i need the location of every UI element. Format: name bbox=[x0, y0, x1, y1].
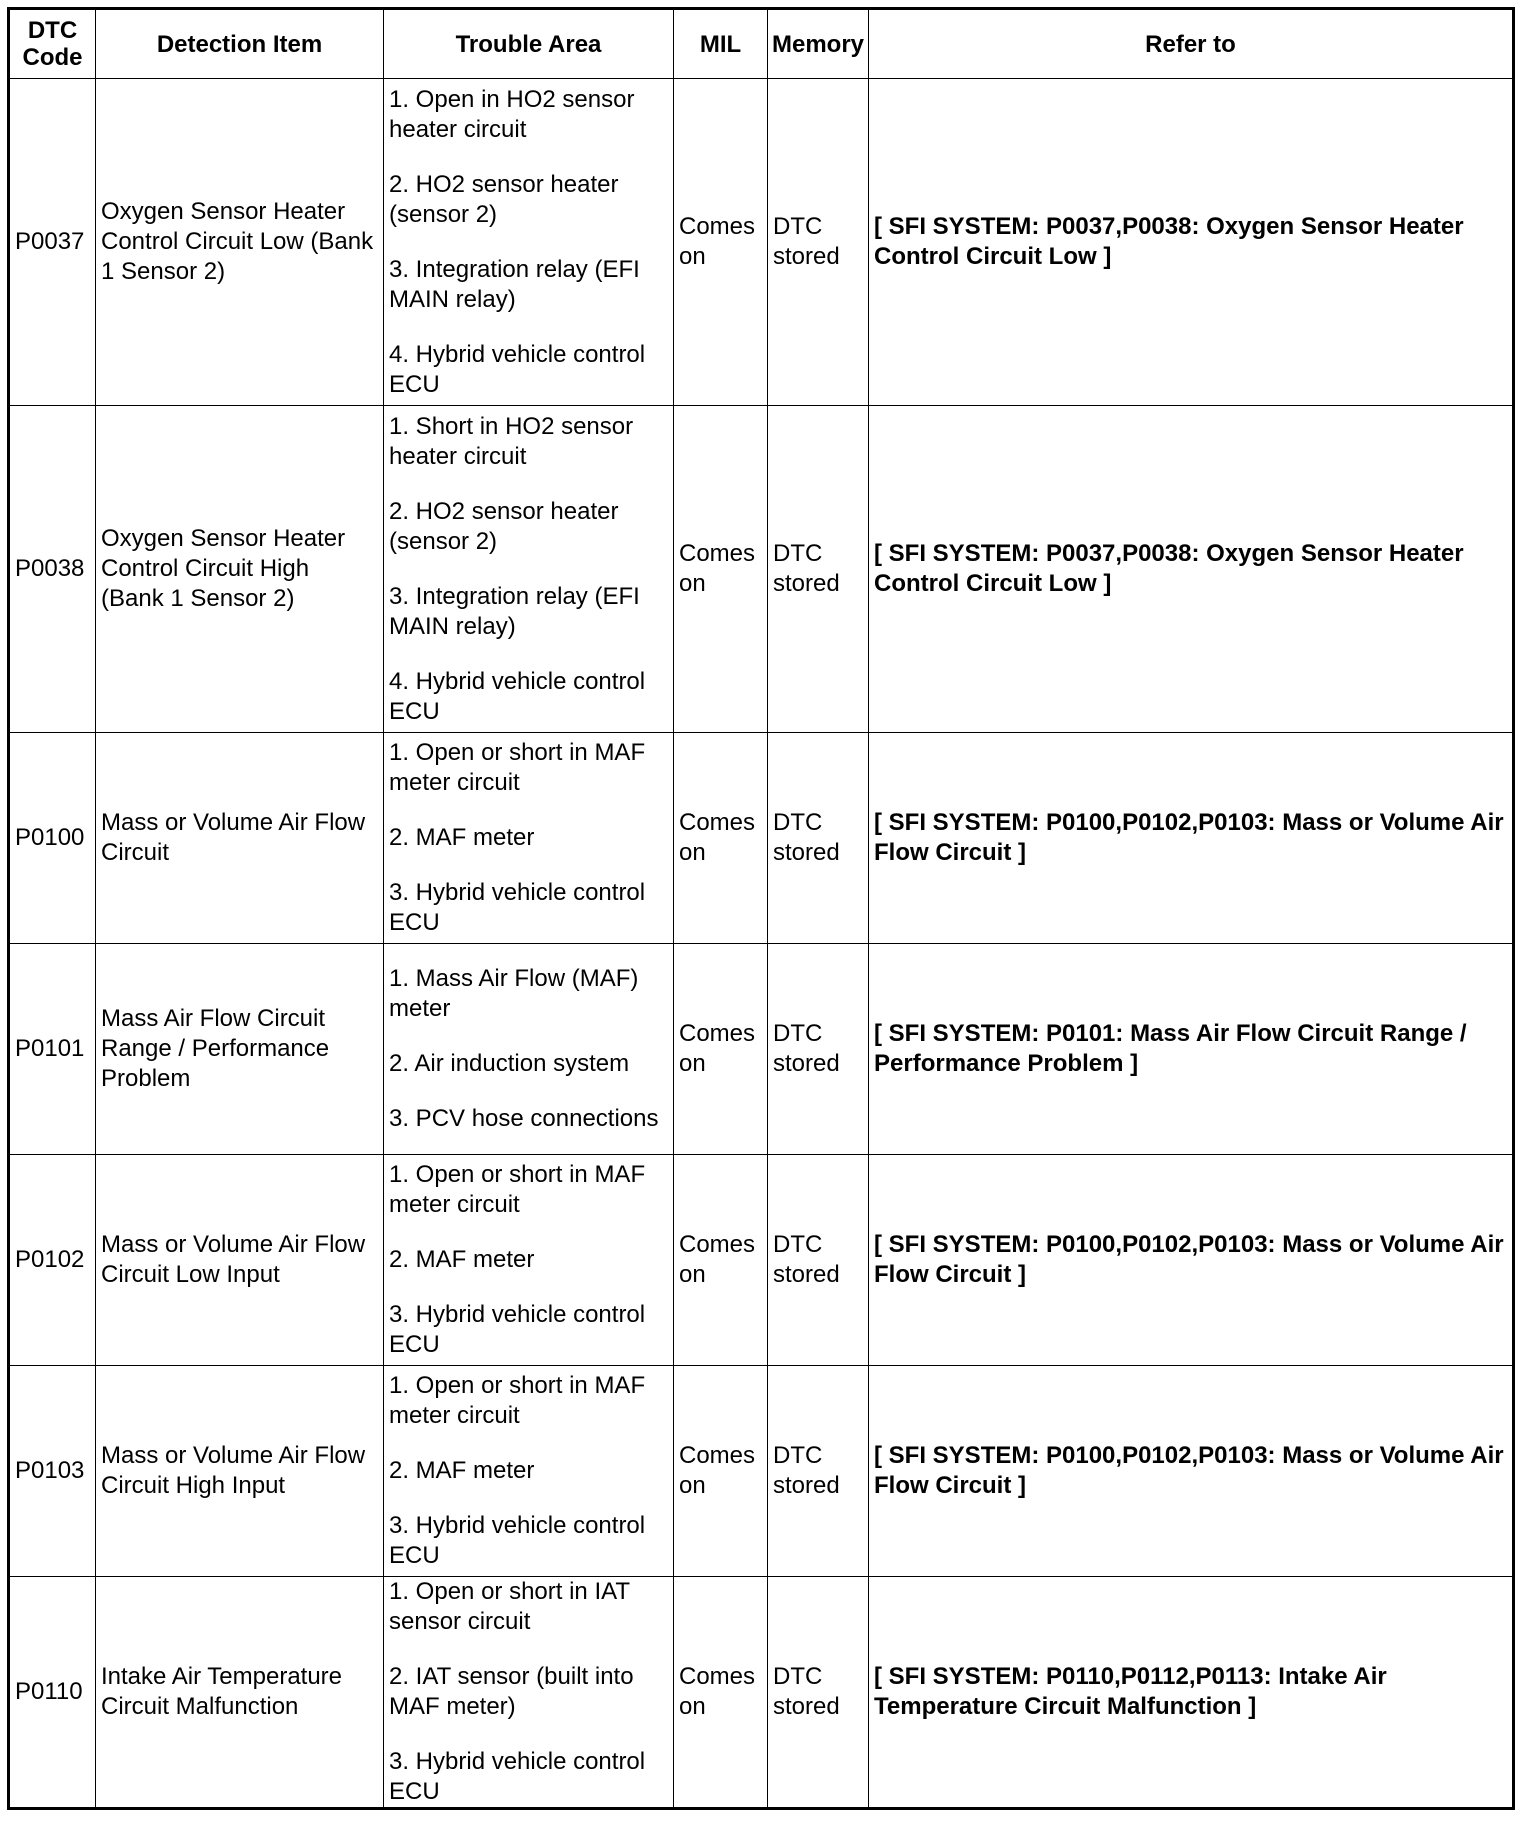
trouble-area-item: 1. Open or short in MAF meter circuit bbox=[389, 739, 646, 796]
trouble-area-item: 3. Integration relay (EFI MAIN relay) bbox=[389, 582, 640, 640]
dtc-code-cell: P0103 bbox=[9, 1366, 96, 1577]
trouble-area-item: 4. Hybrid vehicle control ECU bbox=[389, 667, 646, 725]
trouble-area-item: 1. Open in HO2 sensor heater circuit bbox=[389, 85, 635, 143]
trouble-area-item: 1. Open or short in MAF meter circuit bbox=[389, 1372, 646, 1429]
trouble-area-cell bbox=[384, 733, 674, 944]
memory-cell: DTC stored bbox=[768, 1366, 869, 1577]
dtc-code-cell: P0101 bbox=[9, 944, 96, 1155]
trouble-area-item: 1. Short in HO2 sensor heater circuit bbox=[389, 412, 634, 470]
table-row bbox=[9, 733, 1514, 944]
dtc-code-cell: P0037 bbox=[9, 79, 96, 406]
mil-cell: Comes on bbox=[674, 1577, 768, 1809]
trouble-area-item: 2. MAF meter bbox=[389, 1246, 535, 1273]
trouble-area-item: 3. Hybrid vehicle control ECU bbox=[389, 879, 646, 936]
trouble-area-item: 2. HO2 sensor heater (sensor 2) bbox=[389, 497, 619, 555]
refer-to-cell: [ SFI SYSTEM: P0110,P0112,P0113: Intake Air Temperature Circuit Malfunction ] bbox=[869, 1577, 1514, 1809]
detection-item-cell: Mass Air Flow Circuit Range / Performance Problem bbox=[96, 944, 384, 1155]
table-row bbox=[9, 1366, 1514, 1577]
detection-item-cell: Mass or Volume Air Flow Circuit Low Input bbox=[96, 1155, 384, 1366]
mil-cell: Comes on bbox=[674, 79, 768, 406]
table-row bbox=[9, 406, 1514, 733]
table-row bbox=[9, 1577, 1514, 1809]
trouble-area-item: 3. PCV hose connections bbox=[389, 1105, 659, 1132]
detection-item-cell: Mass or Volume Air Flow Circuit bbox=[96, 733, 384, 944]
trouble-area-item: 3. Integration relay (EFI MAIN relay) bbox=[389, 255, 640, 313]
mil-cell: Comes on bbox=[674, 406, 768, 733]
trouble-area-item: 3. Hybrid vehicle control ECU bbox=[389, 1301, 646, 1358]
trouble-area-item: 2. IAT sensor (built into MAF meter) bbox=[389, 1663, 634, 1720]
trouble-area-item: 2. Air induction system bbox=[389, 1050, 630, 1077]
trouble-area-cell bbox=[384, 79, 674, 406]
dtc-code-cell: P0110 bbox=[9, 1577, 96, 1809]
refer-to-cell: [ SFI SYSTEM: P0037,P0038: Oxygen Sensor Heater Control Circuit Low ] bbox=[869, 79, 1514, 406]
header-memory: Memory bbox=[768, 9, 869, 79]
trouble-area-item: 1. Mass Air Flow (MAF) meter bbox=[389, 965, 639, 1022]
trouble-area-cell bbox=[384, 944, 674, 1155]
detection-item-cell: Mass or Volume Air Flow Circuit High Input bbox=[96, 1366, 384, 1577]
trouble-area-cell bbox=[384, 1366, 674, 1577]
detection-item-cell: Intake Air Temperature Circuit Malfunction bbox=[96, 1577, 384, 1809]
detection-item-cell: Oxygen Sensor Heater Control Circuit High (Bank 1 Sensor 2) bbox=[96, 406, 384, 733]
refer-to-cell: [ SFI SYSTEM: P0101: Mass Air Flow Circuit Range / Performance Problem ] bbox=[869, 944, 1514, 1155]
trouble-area-item: 2. MAF meter bbox=[389, 824, 535, 851]
mil-cell: Comes on bbox=[674, 733, 768, 944]
trouble-area-item: 4. Hybrid vehicle control ECU bbox=[389, 340, 646, 398]
table-row bbox=[9, 1155, 1514, 1366]
dtc-code-cell: P0102 bbox=[9, 1155, 96, 1366]
memory-cell: DTC stored bbox=[768, 1577, 869, 1809]
header-trouble-area: Trouble Area bbox=[384, 9, 674, 79]
trouble-area-item: 1. Open or short in MAF meter circuit bbox=[389, 1161, 646, 1218]
trouble-area-cell bbox=[384, 1155, 674, 1366]
mil-cell: Comes on bbox=[674, 1155, 768, 1366]
memory-cell: DTC stored bbox=[768, 1155, 869, 1366]
mil-cell: Comes on bbox=[674, 1366, 768, 1577]
dtc-code-cell: P0038 bbox=[9, 406, 96, 733]
refer-to-cell: [ SFI SYSTEM: P0100,P0102,P0103: Mass or Volume Air Flow Circuit ] bbox=[869, 1366, 1514, 1577]
memory-cell: DTC stored bbox=[768, 79, 869, 406]
trouble-area-item: 3. Hybrid vehicle control ECU bbox=[389, 1512, 646, 1569]
header-mil: MIL bbox=[674, 9, 768, 79]
dtc-code-cell: P0100 bbox=[9, 733, 96, 944]
header-refer-to: Refer to bbox=[869, 9, 1514, 79]
refer-to-cell: [ SFI SYSTEM: P0100,P0102,P0103: Mass or Volume Air Flow Circuit ] bbox=[869, 1155, 1514, 1366]
table-header-row bbox=[9, 9, 1514, 79]
trouble-area-item: 2. HO2 sensor heater (sensor 2) bbox=[389, 170, 619, 228]
trouble-area-item: 1. Open or short in IAT sensor circuit bbox=[389, 1578, 630, 1635]
refer-to-cell: [ SFI SYSTEM: P0100,P0102,P0103: Mass or Volume Air Flow Circuit ] bbox=[869, 733, 1514, 944]
memory-cell: DTC stored bbox=[768, 733, 869, 944]
dtc-table bbox=[7, 7, 1515, 1810]
table-row bbox=[9, 944, 1514, 1155]
trouble-area-cell bbox=[384, 406, 674, 733]
refer-to-cell: [ SFI SYSTEM: P0037,P0038: Oxygen Sensor Heater Control Circuit Low ] bbox=[869, 406, 1514, 733]
mil-cell: Comes on bbox=[674, 944, 768, 1155]
trouble-area-item: 3. Hybrid vehicle control ECU bbox=[389, 1748, 646, 1805]
table-body bbox=[9, 79, 1514, 1809]
header-detection-item: Detection Item bbox=[96, 9, 384, 79]
trouble-area-cell bbox=[384, 1577, 674, 1809]
detection-item-cell: Oxygen Sensor Heater Control Circuit Low (Bank 1 Sensor 2) bbox=[96, 79, 384, 406]
table-row bbox=[9, 79, 1514, 406]
memory-cell: DTC stored bbox=[768, 406, 869, 733]
trouble-area-item: 2. MAF meter bbox=[389, 1457, 535, 1484]
memory-cell: DTC stored bbox=[768, 944, 869, 1155]
header-dtc-code: DTC Code bbox=[9, 9, 96, 79]
